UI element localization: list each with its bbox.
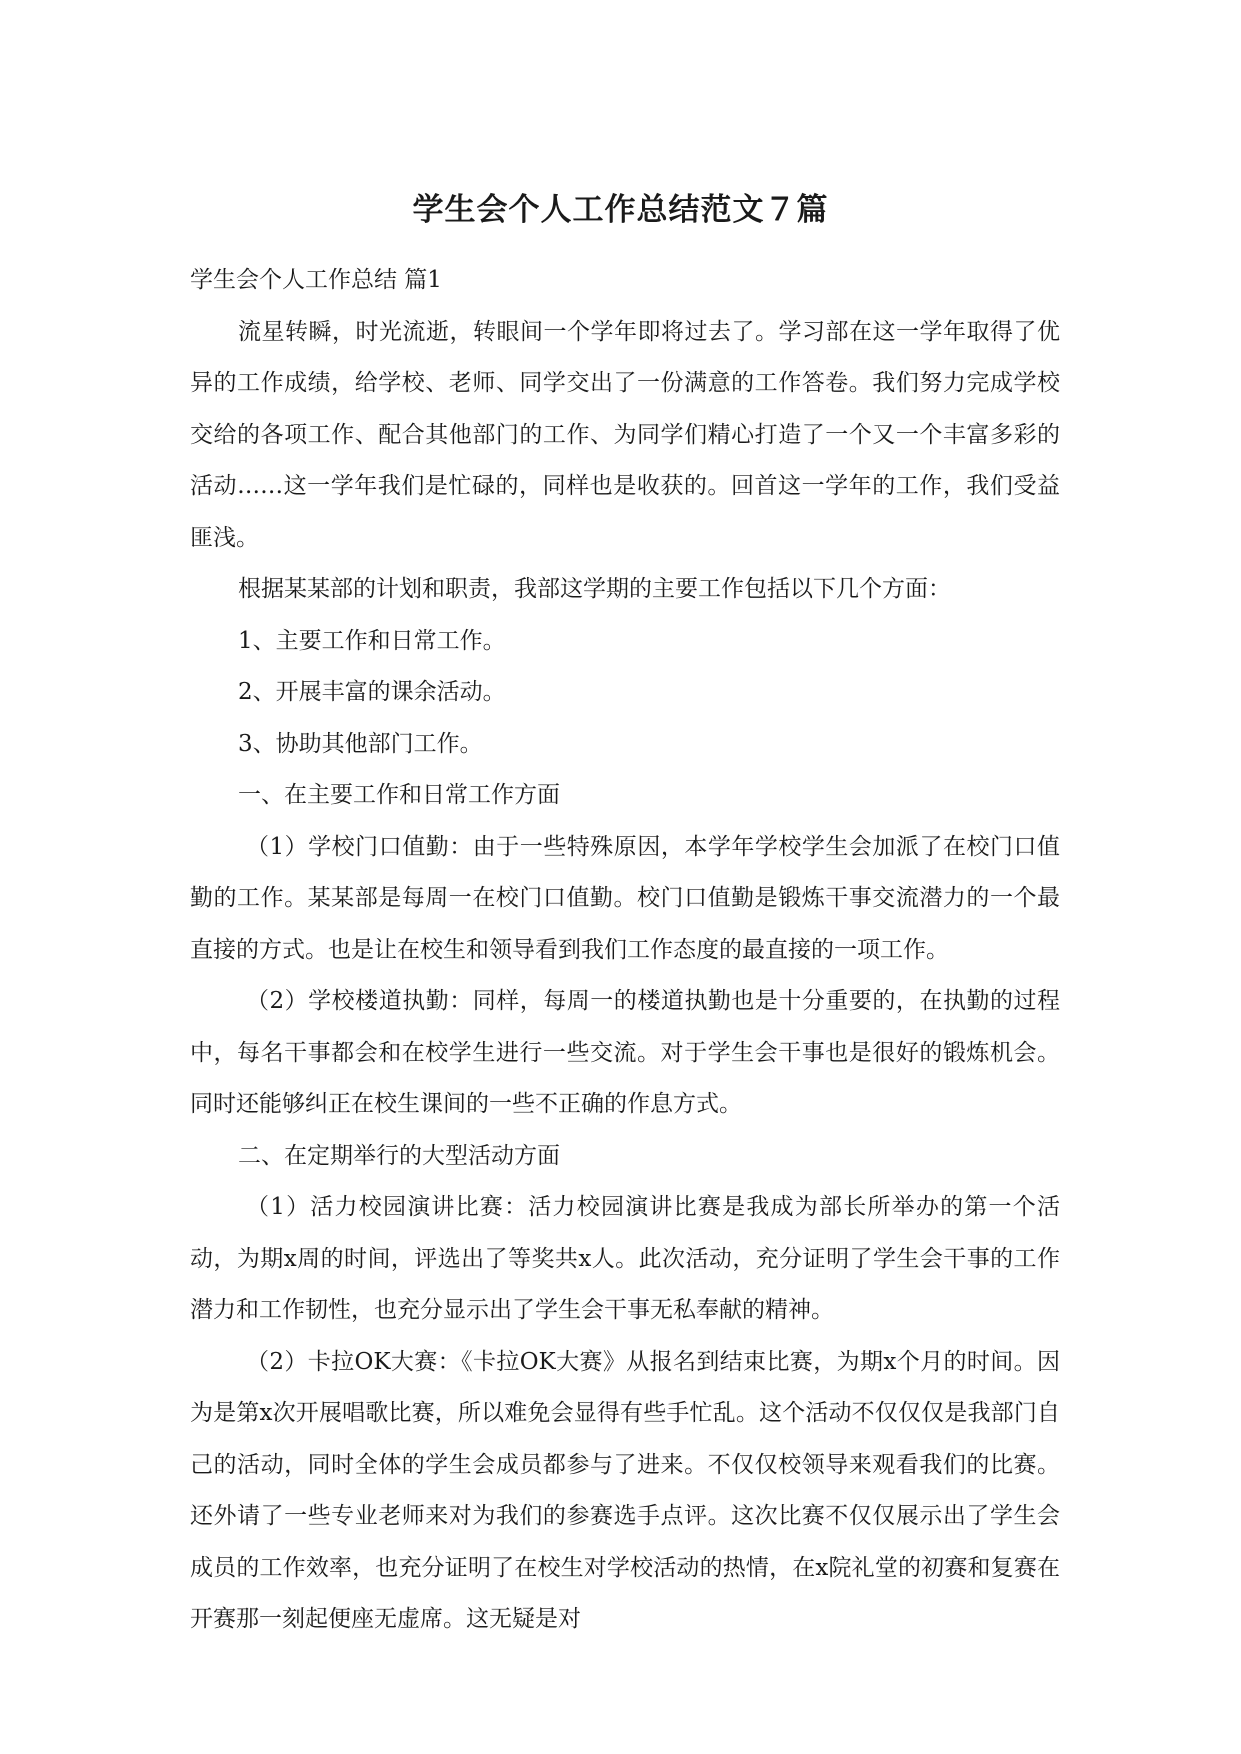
subheading-daily-work: 一、在主要工作和日常工作方面 — [238, 782, 560, 808]
paragraph-plan: 根据某某部的计划和职责，我部这学期的主要工作包括以下几个方面： — [238, 576, 951, 602]
paragraph-corridor-duty: （2）学校楼道执勤：同样，每周一的楼道执勤也是十分重要的，在执勤的过程中，每名干事都会和在校学生进行一些交流。对于学生会干事也是很好的锻炼机会。同时还能够纠正在校生课间的一些不正确的作息方式。 — [190, 988, 1060, 1117]
paragraph-karaoke-contest: （2）卡拉OK大赛：《卡拉OK大赛》从报名到结束比赛，为期x个月的时间。因为是第x次开展唱歌比赛，所以难免会显得有些手忙乱。这个活动不仅仅仅是我部门自己的活动，同时全体的学生会成员都参与了进来。不仅仅校领导来观看我们的比赛。还外请了一些专业老师来对为我们的参赛选手点评。这次比赛不仅仅展示出了学生会成员的工作效率，也充分证明了在校生对学校活动的热情，在x院礼堂的初赛和复赛在开赛那一刻起便座无虚席。这无疑是对 — [190, 1348, 1060, 1632]
list-item: 2、开展丰富的课余活动。 — [238, 679, 506, 705]
paragraph-gate-duty: （1）学校门口值勤：由于一些特殊原因，本学年学校学生会加派了在校门口值勤的工作。某某部是每周一在校门口值勤。校门口值勤是锻炼干事交流潜力的一个最直接的方式。也是让在校生和领导看到我们工作态度的最直接的一项工作。 — [190, 833, 1060, 963]
subheading-large-events: 二、在定期举行的大型活动方面 — [238, 1142, 560, 1169]
section-heading: 学生会个人工作总结 篇1 — [190, 267, 442, 293]
paragraph-intro: 流星转瞬，时光流逝，转眼间一个学年即将过去了。学习部在这一学年取得了优异的工作成绩，给学校、老师、同学交出了一份满意的工作答卷。我们努力完成学校交给的各项工作、配合其他部门的工作、为同学们精心打造了一个又一个丰富多彩的活动……这一学年我们是忙碌的，同样也是收获的。回首这一学年的工作，我们受益匪浅。 — [190, 318, 1060, 551]
list-item: 3、协助其他部门工作。 — [238, 730, 483, 757]
document-title: 学生会个人工作总结范文７篇 — [412, 192, 829, 228]
paragraph-speech-contest: （1）活力校园演讲比赛：活力校园演讲比赛是我成为部长所举办的第一个活动，为期x周的时间，评选出了等奖共x人。此次活动，充分证明了学生会干事的工作潜力和工作韧性，也充分显示出了学生会干事无私奉献的精神。 — [190, 1194, 1060, 1323]
document-body — [190, 255, 1060, 1646]
list-item: 1、主要工作和日常工作。 — [238, 627, 506, 654]
